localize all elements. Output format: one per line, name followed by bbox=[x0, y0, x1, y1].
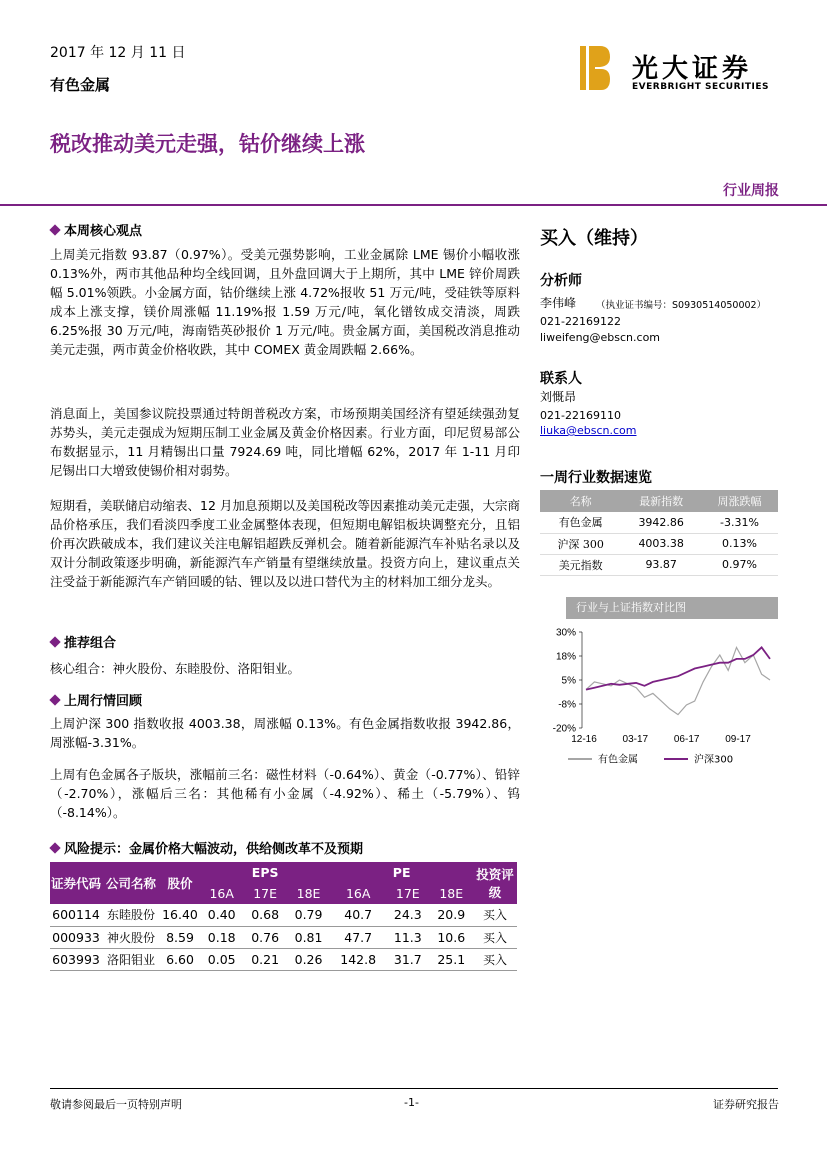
chart-heading: 行业与上证指数对比图 bbox=[566, 597, 778, 619]
bullet-diamond-icon bbox=[49, 842, 60, 853]
col-header-index: 最新指数 bbox=[621, 490, 701, 512]
y-tick-label: 30% bbox=[555, 627, 576, 639]
page-title: 税改推动美元走强，钴价继续上涨 bbox=[50, 132, 365, 156]
col-header-name: 公司名称 bbox=[102, 862, 160, 904]
legend-label: 沪深300 bbox=[694, 754, 734, 766]
review-paragraph-1: 上周沪深 300 指数收报 4003.38，周涨幅 0.13%。有色金属指数收报 3942.86，周涨幅-3.31%。 bbox=[50, 716, 520, 750]
x-tick-label: 12-16 bbox=[571, 734, 597, 745]
contact-phone: 021-22169110 bbox=[540, 409, 621, 422]
cell-eps: 0.40 bbox=[200, 904, 243, 926]
cell-name: 神火股份 bbox=[102, 926, 160, 948]
sector-label: 有色金属 bbox=[50, 76, 111, 94]
cell-change: 0.13% bbox=[701, 533, 778, 554]
cell-index: 4003.38 bbox=[621, 533, 701, 554]
cell-eps: 0.18 bbox=[200, 926, 243, 948]
col-header-year: 18E bbox=[430, 883, 473, 904]
x-tick-label: 09-17 bbox=[725, 734, 751, 745]
cell-rating: 买入 bbox=[473, 948, 517, 970]
cell-code: 000933 bbox=[50, 926, 102, 948]
core-paragraph-3: 短期看，美联储启动缩表、12 月加息预期以及美国税改等因素推动美元走强，大宗商品价格承压，我们看淡四季度工业金属整体表现，但短期电解铝板块调整充分，且铝价再次跌破成本，我们建议关注电解铝超跌反弹机会。随着新能源汽车补贴名录以及双计分制政策逐步明确，新能源汽车产销量有望继续放量。投资方向上，建议重点关注受益于新能源汽车产销回暖的钴、锂以及以进口替代为主的材料加工细分龙头。 bbox=[50, 498, 520, 589]
cell-pe: 24.3 bbox=[386, 904, 429, 926]
quick-data-table bbox=[540, 490, 778, 576]
cell-name: 有色金属 bbox=[540, 512, 621, 533]
table-row bbox=[540, 533, 778, 554]
analyst-heading: 分析师 bbox=[540, 273, 582, 289]
analyst-email: liweifeng@ebscn.com bbox=[540, 331, 661, 344]
col-header-rating: 投资评级 bbox=[473, 862, 517, 904]
comparison-line-chart bbox=[540, 624, 780, 772]
cell-index: 3942.86 bbox=[621, 512, 701, 533]
col-header-year: 18E bbox=[287, 883, 330, 904]
col-header-year: 16A bbox=[200, 883, 243, 904]
y-tick-label: 5% bbox=[561, 675, 576, 687]
contact-email-link[interactable]: liuka@ebscn.com bbox=[540, 424, 637, 437]
section-risk-title: 风险提示：金属价格大幅波动，供给侧改革不及预期 bbox=[64, 842, 364, 857]
cell-rating: 买入 bbox=[473, 926, 517, 948]
series-line-1 bbox=[586, 647, 770, 714]
chart-x-ticks bbox=[571, 734, 751, 745]
section-risk-heading bbox=[50, 838, 363, 857]
x-tick-label: 06-17 bbox=[673, 734, 700, 745]
table-row bbox=[50, 904, 517, 926]
bullet-diamond-icon bbox=[49, 224, 60, 235]
cell-code: 600114 bbox=[50, 904, 102, 926]
section-portfolio-heading bbox=[50, 632, 116, 651]
x-tick-label: 03-17 bbox=[622, 734, 649, 745]
cell-eps: 0.79 bbox=[287, 904, 330, 926]
review-paragraph-2: 上周有色金属各子版块，涨幅前三名：磁性材料（-0.64%）、黄金（-0.77%）、铅锌（-2.70%），涨幅后三名：其他稀有小金属（-4.92%）、稀土（-5.79%）、钨（-8.14%）。 bbox=[50, 767, 520, 820]
logo-mark-icon bbox=[580, 46, 610, 90]
col-header-code: 证券代码 bbox=[50, 862, 102, 904]
y-tick-label: -8% bbox=[558, 699, 576, 711]
section-core-title: 本周核心观点 bbox=[64, 224, 143, 239]
table-row bbox=[50, 926, 517, 948]
col-header-price: 股价 bbox=[160, 862, 200, 904]
col-header-year: 17E bbox=[386, 883, 429, 904]
cell-pe: 20.9 bbox=[430, 904, 473, 926]
col-header-year: 17E bbox=[243, 883, 286, 904]
cell-eps: 0.68 bbox=[243, 904, 286, 926]
cell-pe: 31.7 bbox=[386, 948, 429, 970]
investment-rating: 买入（维持） bbox=[540, 228, 648, 249]
y-tick-label: 18% bbox=[555, 651, 576, 663]
cell-name: 洛阳钼业 bbox=[102, 948, 160, 970]
section-core-heading bbox=[50, 220, 142, 239]
chart-y-ticks bbox=[553, 628, 582, 735]
portfolio-text: 核心组合：神火股份、东睦股份、洛阳钼业。 bbox=[50, 661, 301, 676]
cell-change: -3.31% bbox=[701, 512, 778, 533]
report-type: 行业周报 bbox=[723, 183, 779, 199]
col-header-eps: EPS bbox=[200, 862, 330, 883]
cell-pe: 47.7 bbox=[330, 926, 386, 948]
cell-pe: 11.3 bbox=[386, 926, 429, 948]
cell-pe: 142.8 bbox=[330, 948, 386, 970]
analyst-name: 李伟峰 bbox=[540, 296, 577, 310]
bullet-diamond-icon bbox=[49, 694, 60, 705]
contact-heading: 联系人 bbox=[540, 371, 582, 387]
quick-data-heading: 一周行业数据速览 bbox=[540, 470, 652, 486]
logo-text-cn: 光大证券 bbox=[632, 54, 753, 84]
cell-index: 93.87 bbox=[621, 554, 701, 575]
footer-disclaimer: 敬请参阅最后一页特别声明 bbox=[50, 1098, 182, 1111]
core-paragraph-2: 消息面上，美国参议院投票通过特朗普税改方案，市场预期美国经济有望延续强劲复苏势头，美元走强成为短期压制工业金属及黄金价格因素。行业方面，印尼贸易部公布数据显示，11 月精锡出口量 7924.69 吨，同比增幅 62%，2017 年 1-11 月印尼锡出口大增致使锡价相对弱势。 bbox=[50, 406, 520, 478]
report-date: 2017 年 12 月 11 日 bbox=[50, 45, 186, 61]
cell-eps: 0.81 bbox=[287, 926, 330, 948]
footer-divider bbox=[50, 1088, 778, 1089]
cell-name: 东睦股份 bbox=[102, 904, 160, 926]
section-portfolio-title: 推荐组合 bbox=[64, 636, 117, 651]
core-paragraph-1: 上周美元指数 93.87（0.97%）。受美元强势影响，工业金属除 LME 锡价小幅收涨 0.13%外，两市其他品种均全线回调，且外盘回调大于上期所，其中 LME 锌价周跌幅 5.01%领跌。小金属方面，钴价继续上涨 4.72%报收 51 万元/吨，受硅铁等原料成本上涨支撑，镁价周涨幅 11.19%报 1.59 万元/吨，氧化镨钕成交清淡，周跌 6.25%报 30 万元/吨，海南锆英砂报价 1 万元/吨。贵金属方面，美国税改消息推动美元走强，两市黄金价格收跌，其中 COMEX 黄金周跌幅 2.66%。 bbox=[50, 247, 520, 357]
legend-label: 有色金属 bbox=[598, 754, 638, 766]
cell-eps: 0.05 bbox=[200, 948, 243, 970]
cell-eps: 0.21 bbox=[243, 948, 286, 970]
cell-eps: 0.26 bbox=[287, 948, 330, 970]
col-header-pe: PE bbox=[330, 862, 473, 883]
logo-text-en: EVERBRIGHT SECURITIES bbox=[632, 82, 769, 92]
table-row bbox=[50, 948, 517, 970]
header-divider bbox=[0, 204, 827, 206]
cell-name: 沪深 300 bbox=[540, 533, 621, 554]
cell-price: 6.60 bbox=[160, 948, 200, 970]
contact-name: 刘慨昂 bbox=[540, 390, 577, 404]
cell-pe: 40.7 bbox=[330, 904, 386, 926]
stock-recommendation-table bbox=[50, 862, 517, 971]
bullet-diamond-icon bbox=[49, 636, 60, 647]
footer-report-label: 证券研究报告 bbox=[713, 1098, 779, 1111]
chart-series bbox=[586, 647, 770, 714]
col-header-name: 名称 bbox=[540, 490, 621, 512]
cell-pe: 10.6 bbox=[430, 926, 473, 948]
company-logo bbox=[580, 46, 780, 96]
cell-rating: 买入 bbox=[473, 904, 517, 926]
section-review-heading bbox=[50, 690, 142, 709]
cell-pe: 25.1 bbox=[430, 948, 473, 970]
analyst-phone: 021-22169122 bbox=[540, 315, 621, 328]
y-tick-label: -20% bbox=[552, 723, 576, 735]
cell-price: 8.59 bbox=[160, 926, 200, 948]
cell-change: 0.97% bbox=[701, 554, 778, 575]
cell-eps: 0.76 bbox=[243, 926, 286, 948]
table-row bbox=[540, 554, 778, 575]
chart-legend bbox=[568, 753, 733, 766]
page-number: -1- bbox=[404, 1096, 419, 1109]
section-review-title: 上周行情回顾 bbox=[64, 694, 143, 709]
cell-price: 16.40 bbox=[160, 904, 200, 926]
table-row bbox=[540, 512, 778, 533]
col-header-year: 16A bbox=[330, 883, 386, 904]
cell-code: 603993 bbox=[50, 948, 102, 970]
analyst-cert: （执业证书编号：S0930514050002） bbox=[596, 300, 767, 311]
series-line-2 bbox=[586, 647, 770, 689]
cell-name: 美元指数 bbox=[540, 554, 621, 575]
col-header-change: 周涨跌幅 bbox=[701, 490, 778, 512]
